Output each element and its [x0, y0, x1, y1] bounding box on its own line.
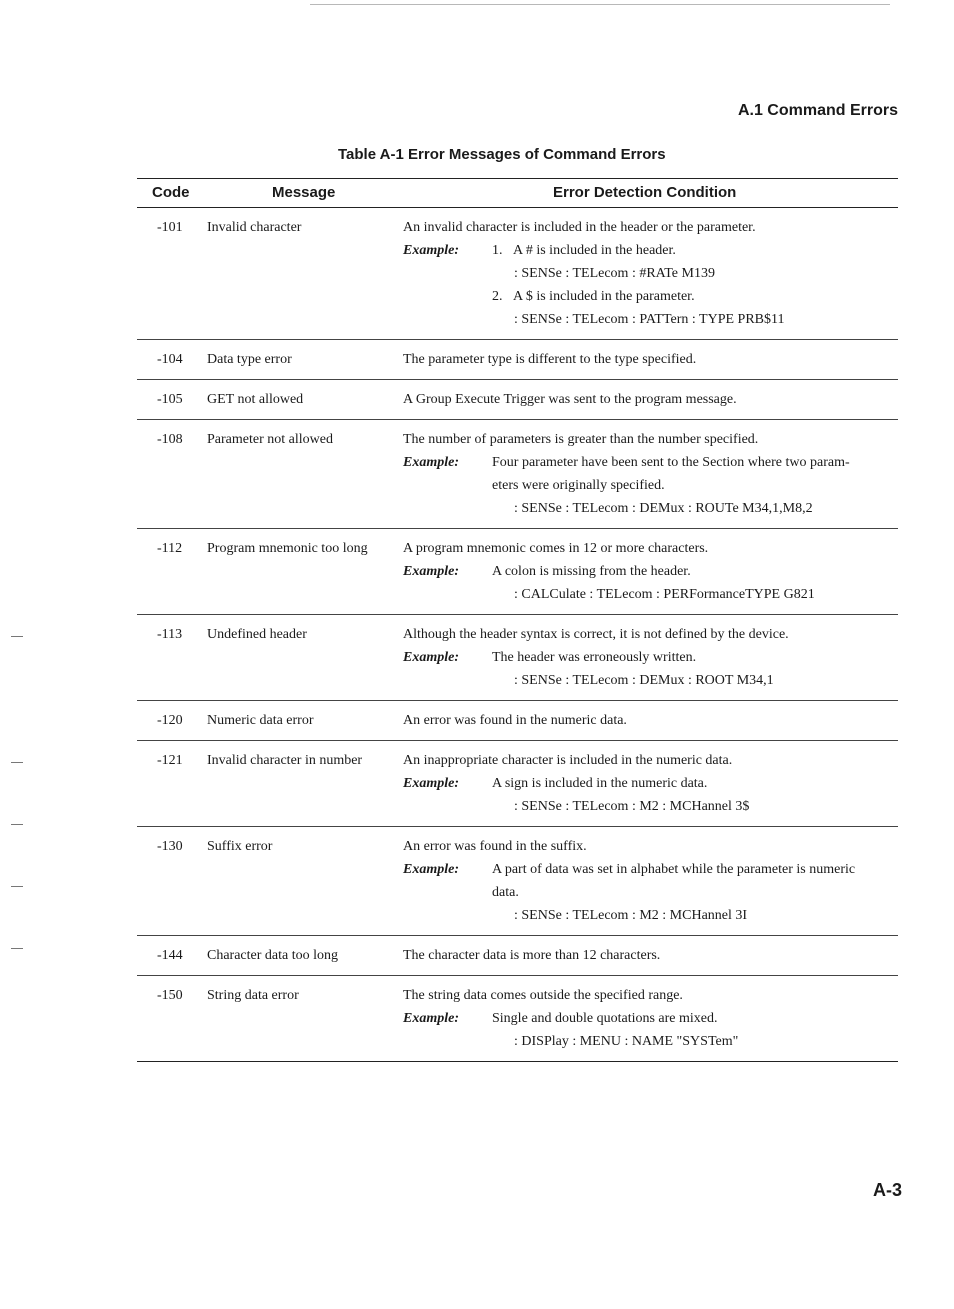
table-row	[137, 976, 898, 1062]
column-header-code: Code	[152, 184, 190, 201]
example-text: A $ is included in the parameter.	[513, 289, 695, 304]
page-number: A-3	[872, 1180, 902, 1200]
condition-text: The number of parameters is greater than the number specified.	[403, 432, 759, 447]
error-message: GET not allowed	[207, 392, 304, 407]
example-text: eters were originally specified.	[492, 478, 665, 493]
example-list	[492, 285, 898, 308]
table-row	[137, 936, 898, 976]
example-text: A sign is included in the numeric data.	[492, 776, 708, 791]
example-text: data.	[492, 885, 519, 900]
command-example: : SENSe : TELecom : M2 : MCHannel 3$	[514, 799, 750, 814]
example-label: Example:	[403, 1011, 459, 1026]
example-label: Example:	[403, 243, 459, 258]
margin-mark	[11, 948, 23, 949]
example-block	[403, 560, 898, 583]
example-block	[403, 772, 898, 795]
list-item	[492, 239, 898, 262]
error-code: -150	[157, 988, 183, 1003]
condition-text: The string data comes outside the specified range.	[403, 988, 683, 1003]
error-condition	[403, 835, 898, 927]
command-example: : SENSe : TELecom : DEMux : ROUTe M34,1,M8,2	[514, 501, 813, 516]
condition-text: The parameter type is different to the type specified.	[403, 352, 697, 367]
error-message: Program mnemonic too long	[207, 541, 368, 556]
error-condition	[403, 216, 898, 331]
error-condition	[403, 348, 898, 371]
error-condition	[403, 537, 898, 606]
table-row	[137, 529, 898, 615]
error-message: Invalid character	[207, 220, 302, 235]
error-condition	[403, 428, 898, 520]
error-code: -104	[157, 352, 183, 367]
list-item	[492, 285, 898, 308]
example-text: Single and double quotations are mixed.	[492, 1011, 718, 1026]
error-message: Parameter not allowed	[207, 432, 333, 447]
table-header	[137, 178, 898, 208]
margin-mark	[11, 886, 23, 887]
error-message: Data type error	[207, 352, 292, 367]
condition-text: A program mnemonic comes in 12 or more characters.	[403, 541, 709, 556]
command-example: : DISPlay : MENU : NAME "SYSTem"	[514, 1034, 739, 1049]
example-block	[403, 239, 898, 262]
example-text: A part of data was set in alphabet while the parameter is numeric	[492, 862, 856, 877]
command-example: : SENSe : TELecom : DEMux : ROOT M34,1	[514, 673, 774, 688]
example-label: Example:	[403, 650, 459, 665]
command-example: : SENSe : TELecom : M2 : MCHannel 3I	[514, 908, 748, 923]
example-text: Four parameter have been sent to the Section where two param-	[492, 455, 850, 470]
condition-text: An inappropriate character is included in the numeric data.	[403, 753, 733, 768]
table-row	[137, 420, 898, 529]
example-list	[492, 239, 898, 262]
error-table	[137, 178, 898, 1062]
condition-text: A Group Execute Trigger was sent to the program message.	[403, 392, 737, 407]
table-row	[137, 380, 898, 420]
table-row	[137, 701, 898, 741]
error-message: Invalid character in number	[207, 753, 363, 768]
example-text: A # is included in the header.	[513, 243, 676, 258]
top-rule	[310, 4, 890, 5]
table-row	[137, 208, 898, 340]
example-label: Example:	[403, 564, 459, 579]
table-row	[137, 827, 898, 936]
error-code: -113	[157, 627, 183, 642]
error-message: Undefined header	[207, 627, 307, 642]
margin-mark	[11, 824, 23, 825]
error-code: -105	[157, 392, 183, 407]
list-number: 2.	[492, 289, 503, 304]
error-code: -120	[157, 713, 183, 728]
example-block	[403, 1007, 898, 1030]
condition-text: The character data is more than 12 characters.	[403, 948, 661, 963]
error-condition	[403, 984, 898, 1053]
error-message: Numeric data error	[207, 713, 314, 728]
error-message: Suffix error	[207, 839, 273, 854]
error-code: -108	[157, 432, 183, 447]
error-code: -121	[157, 753, 183, 768]
section-header: A.1 Command Errors	[737, 102, 898, 119]
condition-text: Although the header syntax is correct, it is not defined by the device.	[403, 627, 789, 642]
margin-mark	[11, 762, 23, 763]
example-block	[403, 858, 898, 904]
error-condition	[403, 709, 898, 732]
error-condition	[403, 388, 898, 411]
list-number: 1.	[492, 243, 503, 258]
condition-text: An error was found in the suffix.	[403, 839, 587, 854]
column-header-condition: Error Detection Condition	[553, 184, 737, 201]
error-message: String data error	[207, 988, 299, 1003]
table-caption: Table A-1 Error Messages of Command Errors	[338, 146, 666, 163]
error-code: -144	[157, 948, 183, 963]
error-message: Character data too long	[207, 948, 339, 963]
example-text: A colon is missing from the header.	[492, 564, 691, 579]
table-row	[137, 741, 898, 827]
example-label: Example:	[403, 862, 459, 877]
command-example: : SENSe : TELecom : #RATe M139	[514, 266, 715, 281]
example-label: Example:	[403, 776, 459, 791]
table-row	[137, 340, 898, 380]
command-example: : CALCulate : TELecom : PERFormanceTYPE G821	[514, 587, 815, 602]
example-label: Example:	[403, 455, 459, 470]
error-code: -101	[157, 220, 183, 235]
command-example: : SENSe : TELecom : PATTern : TYPE PRB$11	[514, 312, 785, 327]
error-condition	[403, 623, 898, 692]
error-condition	[403, 749, 898, 818]
example-block	[403, 451, 898, 497]
error-condition	[403, 944, 898, 967]
condition-text: An error was found in the numeric data.	[403, 713, 627, 728]
example-text: The header was erroneously written.	[492, 650, 697, 665]
column-header-message: Message	[272, 184, 336, 201]
error-code: -130	[157, 839, 183, 854]
error-code: -112	[157, 541, 183, 556]
condition-text: An invalid character is included in the header or the parameter.	[403, 220, 756, 235]
margin-mark	[11, 636, 23, 637]
table-row	[137, 615, 898, 701]
example-block	[403, 646, 898, 669]
